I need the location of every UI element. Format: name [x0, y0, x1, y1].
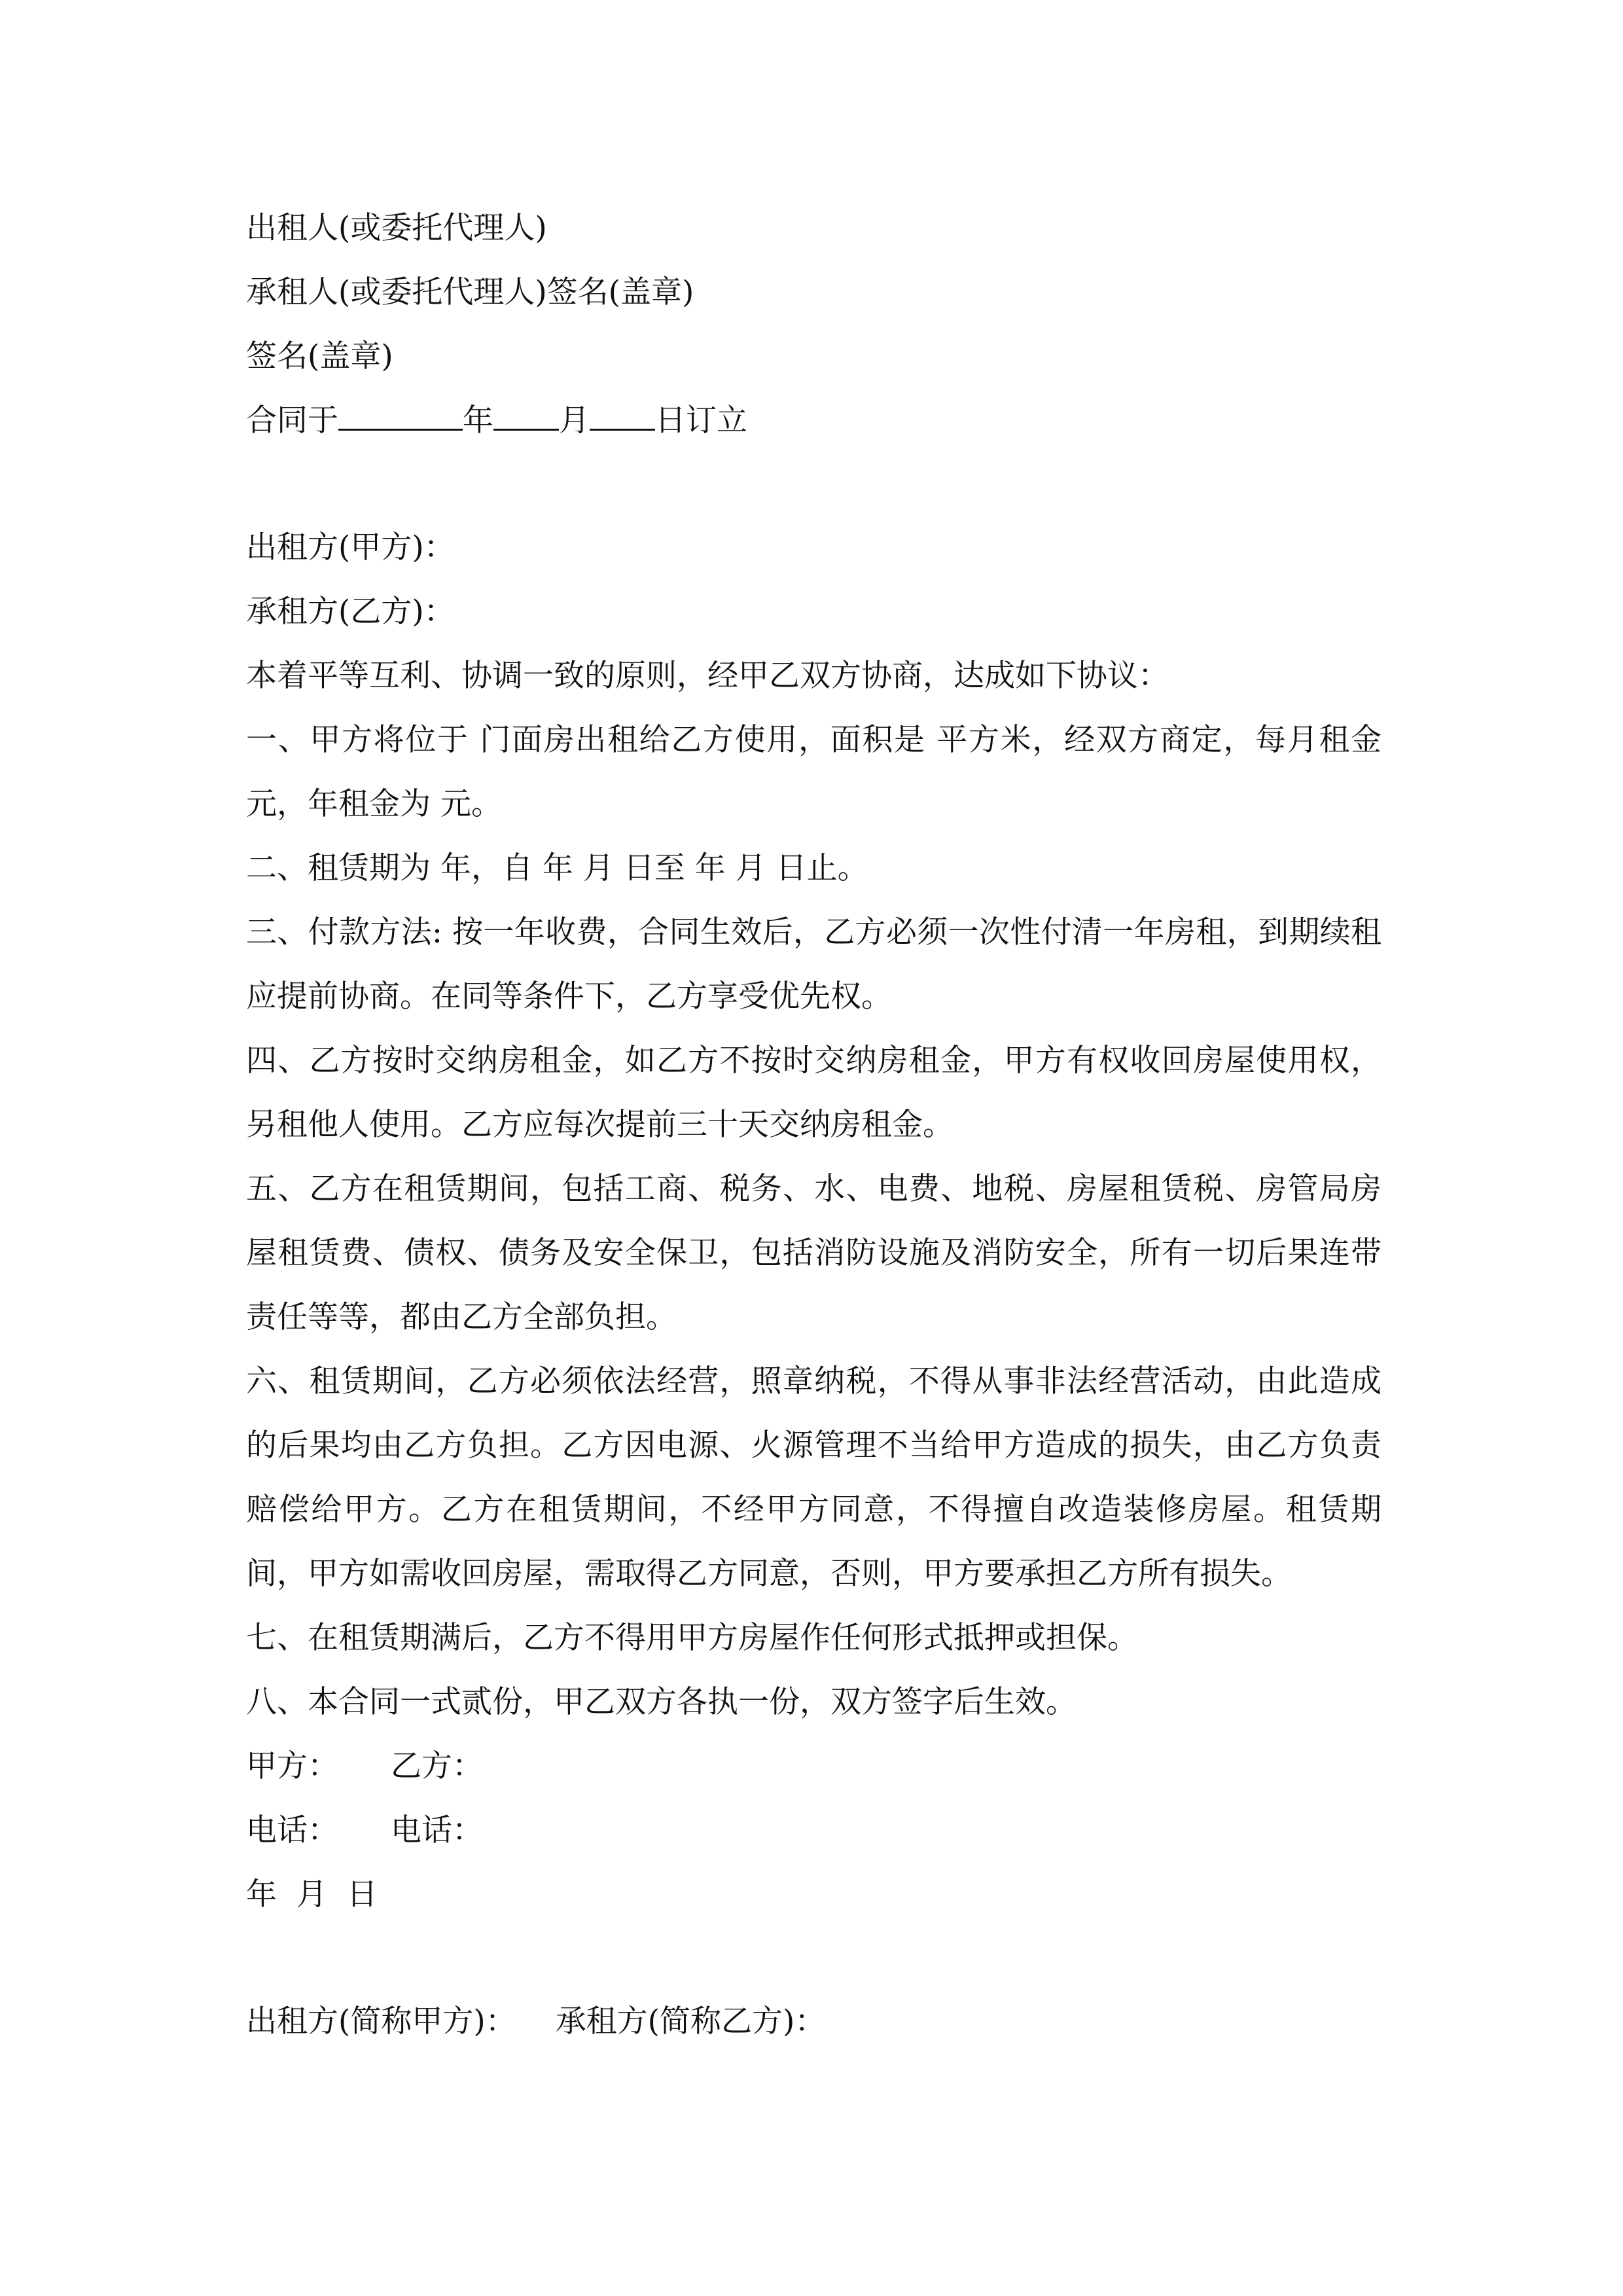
clause-4: 四、乙方按时交纳房租金，如乙方不按时交纳房租金，甲方有权收回房屋使用权，另租他人使用。乙方应每次提前三十天交纳房租金。: [246, 1043, 1382, 1143]
party-b-line: 承租方(乙方)：: [246, 594, 455, 630]
clause-6: 六、租赁期间，乙方必须依法经营，照章纳税，不得从事非法经营活动，由此造成的后果均由乙方负担。乙方因电源、火源管理不当给甲方造成的损失，由乙方负责赔偿给甲方。乙方在租赁期间，不经甲方同意，不得擅自改造装修房屋。租赁期间，甲方如需收回房屋，需取得乙方同意，否则，甲方要承担乙方所有损失。: [246, 1363, 1382, 1592]
year-blank: [338, 403, 463, 431]
next-party-b: 承租方(简称乙方)：: [555, 2003, 826, 2039]
clause-2: 二、租赁期为 年，自 年 月 日至 年 月 日止。: [246, 850, 868, 886]
sign-parties-line: [246, 1734, 1382, 1799]
clause-7: 七、在租赁期满后，乙方不得用甲方房屋作任何形式抵押或担保。: [246, 1620, 1138, 1656]
phone-party-b: 电话：: [391, 1812, 483, 1848]
sign-party-a: 甲方：: [246, 1748, 338, 1784]
clause-1: 一、甲方将位于 门面房出租给乙方使用，面积是 平方米，经双方商定，每月租金 元，年租金为 元。: [246, 722, 1382, 822]
clause-8: 八、本合同一式贰份，甲乙双方各执一份，双方签字后生效。: [246, 1684, 1077, 1720]
month-blank: [493, 403, 559, 431]
signing-date-line: [246, 389, 1382, 453]
preamble: 本着平等互利、协调一致的原则，经甲乙双方协商，达成如下协议：: [246, 658, 1169, 694]
year-label: 年: [463, 403, 493, 439]
document-body: [246, 196, 1382, 2054]
section-gap-2: [246, 1927, 1382, 1990]
sign-seal-line: 签名(盖章): [246, 338, 393, 374]
clause-3: 三、付款方法: 按一年收费，合同生效后，乙方必须一次性付清一年房租，到期续租应提前协商。在同等条件下，乙方享受优先权。: [246, 914, 1382, 1014]
section-gap: [246, 453, 1382, 516]
clause-5: 五、乙方在租赁期间，包括工商、税务、水、电费、地税、房屋租赁税、房管局房屋租赁费、债权、债务及安全保卫，包括消防设施及消防安全，所有一切后果连带责任等等，都由乙方全部负担。: [246, 1171, 1382, 1335]
lessor-agent-line: 出租人(或委托代理人): [246, 210, 547, 246]
lessee-agent-sign-line: 承租人(或委托代理人)签名(盖章): [246, 274, 694, 310]
day-signed-label: 日订立: [655, 403, 747, 439]
contract-date-line: 年 月 日: [246, 1876, 378, 1912]
next-parties-line: [246, 1990, 1382, 2054]
day-blank: [590, 403, 655, 431]
phone-line: [246, 1799, 1382, 1863]
party-a-line: 出租方(甲方)：: [246, 529, 455, 565]
phone-party-a: 电话：: [246, 1812, 338, 1848]
sign-party-b: 乙方：: [391, 1748, 483, 1784]
month-label: 月: [559, 403, 590, 439]
date-prefix: 合同于: [246, 403, 338, 439]
next-party-a: 出租方(简称甲方)：: [246, 2003, 516, 2039]
